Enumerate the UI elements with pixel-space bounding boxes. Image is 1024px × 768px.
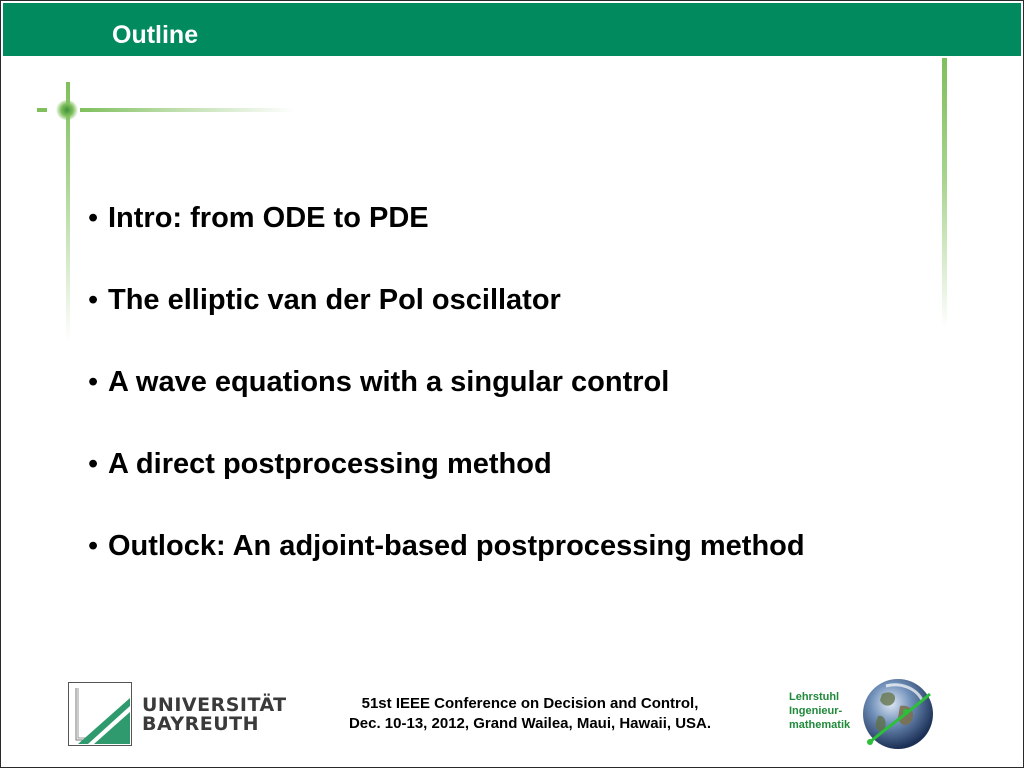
outline-item bbox=[88, 524, 805, 606]
outline-item bbox=[88, 196, 805, 278]
university-name-line2: BAYREUTH bbox=[142, 713, 260, 735]
chair-line2: Ingenieur- bbox=[789, 705, 843, 717]
chair-line1: Lehrstuhl bbox=[789, 691, 840, 703]
outline-item-text: A direct postprocessing method bbox=[108, 448, 552, 480]
outline-item bbox=[88, 360, 805, 442]
university-bayreuth-logo bbox=[68, 682, 132, 746]
chair-line3: mathematik bbox=[789, 719, 851, 731]
title-bar bbox=[3, 3, 1021, 56]
outline-item bbox=[88, 442, 805, 524]
outline-item-text: The elliptic van der Pol oscillator bbox=[108, 284, 561, 316]
decorative-vertical-line-right bbox=[942, 58, 947, 328]
conference-line2: Dec. 10-13, 2012, Grand Wailea, Maui, Hawaii, USA. bbox=[348, 715, 712, 732]
bullet: • bbox=[88, 284, 99, 316]
outline-list bbox=[88, 196, 805, 606]
university-name-line1: UNIVERSITÄT bbox=[142, 694, 287, 716]
outline-item-text: Outlock: An adjoint-based postprocessing method bbox=[108, 530, 805, 562]
decorative-horizontal-line bbox=[80, 108, 295, 112]
decorative-vertical-line-left bbox=[66, 82, 70, 342]
outline-item-text: Intro: from ODE to PDE bbox=[108, 202, 429, 234]
slide-title: Outline bbox=[112, 21, 199, 49]
conference-info bbox=[300, 694, 760, 734]
decorative-dash bbox=[37, 108, 47, 112]
outline-item-text: A wave equations with a singular control bbox=[108, 366, 670, 398]
bullet: • bbox=[88, 448, 99, 480]
globe-icon bbox=[860, 676, 936, 752]
university-name bbox=[142, 696, 287, 734]
bullet: • bbox=[88, 530, 99, 562]
decorative-dot bbox=[56, 100, 78, 120]
bullet: • bbox=[88, 202, 99, 234]
outline-item bbox=[88, 278, 805, 360]
conference-line1: 51st IEEE Conference on Decision and Control, bbox=[361, 695, 699, 712]
chair-label bbox=[789, 690, 850, 732]
bullet: • bbox=[88, 366, 99, 398]
